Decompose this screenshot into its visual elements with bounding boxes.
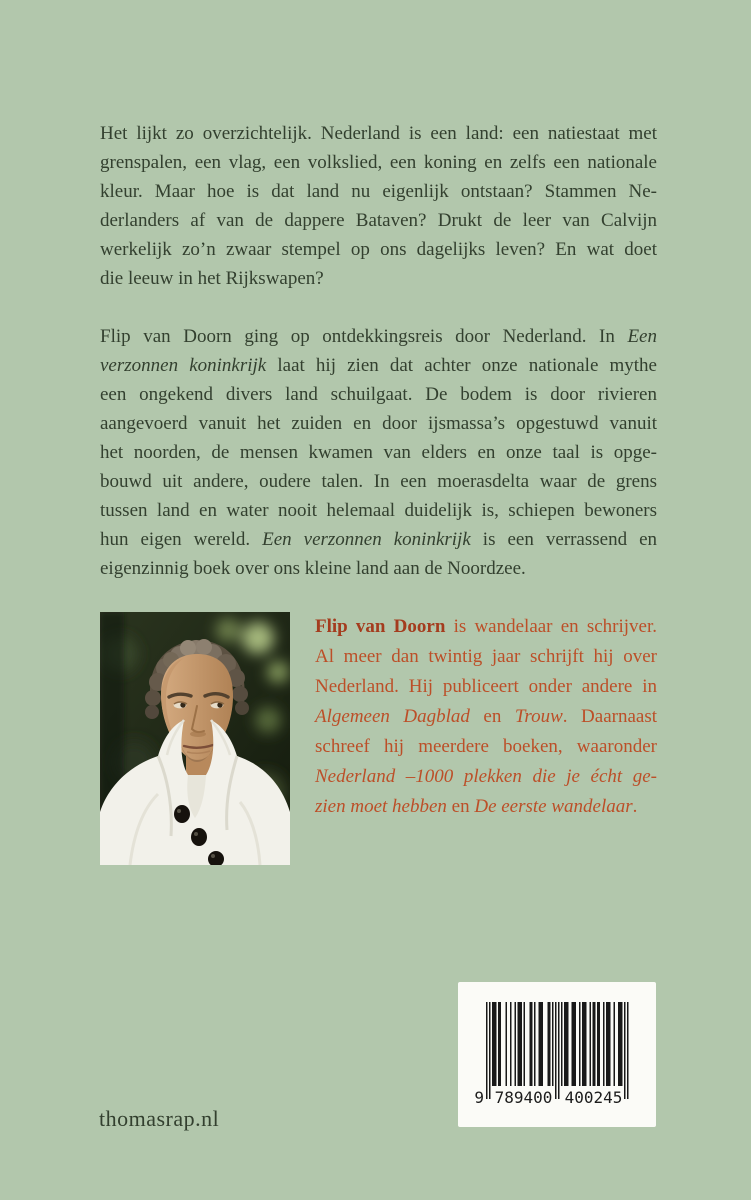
text-run: die leeuw in het Rijkswapen?	[100, 268, 324, 289]
text-run: Een	[627, 326, 657, 347]
text-run: grenspalen, een vlag, een volkslied, een koning en zelfs een nationale	[100, 152, 657, 173]
text-line	[315, 762, 657, 792]
text-run: laat hij zien dat achter onze nationale mythe	[266, 355, 657, 376]
barcode	[458, 982, 656, 1127]
text-line	[315, 642, 657, 672]
text-run: bouwd uit andere, oudere talen. In een moerasdelta waar de grens	[100, 471, 657, 492]
text-line	[100, 206, 657, 235]
text-run: schreef hij meerdere boeken, waaronder	[315, 736, 657, 757]
text-line	[100, 525, 657, 554]
text-run: is een verrassend en	[470, 529, 658, 550]
text-line	[100, 264, 657, 293]
text-run: De eerste wandelaar	[474, 796, 633, 817]
text-line	[100, 409, 657, 438]
publisher-url: thomasrap.nl	[99, 1106, 220, 1131]
text-line	[100, 119, 657, 148]
barcode-bars	[486, 1002, 629, 1099]
text-line	[100, 177, 657, 206]
author-photo	[100, 612, 290, 865]
text-run: een ongekend divers land schuilgaat. De bodem is door rivieren	[100, 384, 657, 405]
text-run: . Daarnaast	[562, 706, 657, 727]
text-run: en	[446, 796, 475, 817]
text-run: en	[469, 706, 515, 727]
text-run: is wandelaar en schrijver.	[445, 616, 657, 637]
text-run: derlanders af van de dappere Bataven? Drukt de leer van Calvijn	[100, 210, 657, 231]
text-line	[315, 672, 657, 702]
text-line	[100, 438, 657, 467]
synopsis-paragraph-2	[100, 322, 657, 583]
text-run: zien moet hebben	[315, 796, 447, 817]
text-run: aangevoerd vanuit het zuiden en door ijsmassa’s opgestuwd vanuit	[100, 413, 657, 434]
text-line	[315, 612, 657, 642]
author-photo-illustration	[100, 612, 290, 865]
text-run: kleur. Maar hoe is dat land nu eigenlijk ontstaan? Stammen Ne-	[100, 181, 657, 202]
author-bio	[315, 612, 657, 822]
synopsis-paragraph-1	[100, 119, 657, 293]
text-line	[100, 554, 657, 583]
text-run: Nederland –1000 plekken die je écht ge-	[315, 766, 657, 787]
text-line	[100, 380, 657, 409]
text-run: Flip van Doorn	[315, 616, 446, 637]
text-run: werkelijk zo’n zwaar stempel op ons dagelijks leven? En wat doet	[100, 239, 657, 260]
text-run: Algemeen Dagblad	[315, 706, 470, 727]
text-run: tussen land en water nooit helemaal duidelijk is, schiepen bewoners	[100, 500, 657, 521]
text-line	[100, 496, 657, 525]
barcode-number-left: 789400	[494, 1088, 553, 1107]
barcode-number-right: 400245	[564, 1088, 623, 1107]
text-line	[100, 235, 657, 264]
text-run: het noorden, de mensen kwamen van elders en onze taal is opge-	[100, 442, 657, 463]
text-run: Trouw	[514, 706, 563, 727]
text-run: eigenzinnig boek over ons kleine land aan de Noordzee.	[100, 558, 526, 579]
text-run: Al meer dan twintig jaar schrijft hij over	[315, 646, 657, 667]
text-line	[315, 702, 657, 732]
text-line	[100, 467, 657, 496]
text-run: Een verzonnen koninkrijk	[262, 529, 471, 550]
text-line	[315, 732, 657, 762]
text-run: Flip van Doorn ging op ontdekkingsreis door Nederland. In	[100, 326, 628, 347]
text-run: hun eigen wereld.	[100, 529, 263, 550]
text-line	[100, 351, 657, 380]
text-line	[100, 322, 657, 351]
text-run: Het lijkt zo overzichtelijk. Nederland is een land: een natiestaat met	[100, 123, 657, 144]
text-run: .	[632, 796, 638, 817]
text-run: verzonnen koninkrijk	[100, 355, 267, 376]
text-line	[315, 792, 657, 822]
barcode-number-prefix: 9	[474, 1088, 484, 1107]
text-run: Nederland. Hij publiceert onder andere in	[315, 676, 657, 697]
text-line	[100, 148, 657, 177]
